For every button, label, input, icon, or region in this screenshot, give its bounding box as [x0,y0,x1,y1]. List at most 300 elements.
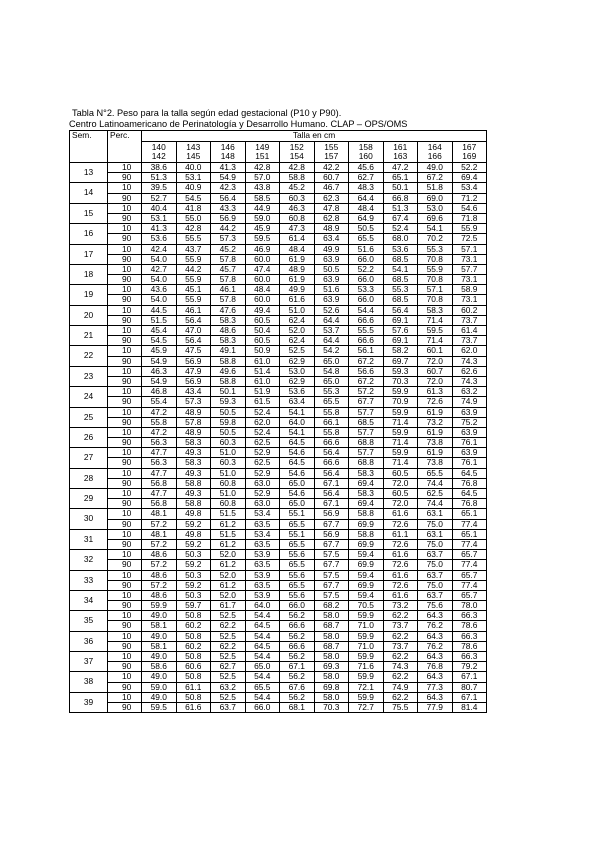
p10-value: 54.4 [254,671,271,682]
p10-value: 55.9 [426,264,443,274]
p10-value: 49.0 [426,162,443,172]
value-cell [349,672,384,692]
value-cell [452,570,487,590]
p10-value: 63.7 [426,590,443,600]
p10-value: 49.3 [185,468,202,478]
value-cell [176,692,211,712]
value-cell [211,590,246,610]
p90-value: 74.9 [384,682,418,692]
table-row [70,652,487,672]
p10-value: 52.5 [219,671,236,682]
p10-value: 44.5 [150,305,167,315]
perc-label: 10 [122,468,132,478]
p10-value: 46.3 [288,203,305,213]
value-cell [418,489,453,509]
value-cell [142,366,177,386]
p10-value: 49.0 [150,651,167,661]
value-cell [245,652,280,672]
value-cell [418,346,453,366]
value-cell [142,407,177,427]
perc-label: 90 [108,600,141,610]
value-cell [211,407,246,427]
value-cell [280,468,315,488]
p90-value: 76.1 [453,437,487,447]
p10-value: 59.9 [357,631,374,641]
p10-value: 48.6 [150,570,167,580]
p90-value: 70.8 [418,294,452,304]
value-cell [211,285,246,305]
value-cell [383,183,418,203]
value-cell [383,611,418,631]
value-cell [383,264,418,284]
p10-value: 57.1 [461,244,478,254]
p10-value: 50.1 [219,386,236,397]
p90-value: 66.1 [315,417,349,427]
p10-value: 50.3 [185,590,202,600]
p90-value: 57.2 [142,580,176,590]
p90-value: 68.7 [315,641,349,651]
p90-value: 56.3 [142,437,176,447]
p10-value: 63.9 [461,407,478,417]
p10-value: 63.1 [426,508,443,519]
p90-value: 56.9 [211,213,245,223]
p90-value: 74.3 [453,376,487,386]
value-cell [349,448,384,468]
table-row [70,468,487,488]
p10-value: 46.3 [150,366,167,376]
value-cell [349,570,384,590]
perc-label: 90 [108,682,141,692]
p90-value: 67.7 [315,580,349,590]
p90-value: 73.8 [418,437,452,447]
p90-value: 62.5 [246,457,280,467]
perc-cell [108,652,142,672]
p90-value: 75.2 [453,417,487,427]
value-cell [349,489,384,509]
p90-value: 70.5 [349,600,383,610]
table-row [70,163,487,183]
sem-cell: 24 [70,387,108,407]
perc-label: 10 [122,508,132,519]
value-cell [176,570,211,590]
talla-range-cell [452,142,487,163]
perc-label: 10 [122,182,132,193]
value-cell [383,529,418,549]
p10-value: 46.1 [219,284,236,295]
p10-value: 44.2 [185,264,202,274]
value-cell [349,183,384,203]
value-cell [176,489,211,509]
p90-value: 75.0 [418,580,452,590]
perc-label: 90 [108,437,141,447]
p90-value: 59.2 [177,519,211,529]
sem-cell: 35 [70,611,108,631]
p90-value: 77.4 [453,539,487,549]
p90-value: 65.5 [246,682,280,692]
perc-cell [108,692,142,712]
value-cell [280,387,315,407]
sem-cell: 14 [70,183,108,203]
p10-value: 62.5 [426,488,443,498]
p90-value: 63.9 [315,254,349,264]
p90-value: 59.9 [142,600,176,610]
value-cell [452,387,487,407]
p90-value: 55.8 [142,417,176,427]
p90-value: 73.1 [453,274,487,284]
p90-value: 75.0 [418,539,452,549]
table-row [70,203,487,223]
p10-value: 59.9 [392,386,409,397]
value-cell [349,203,384,223]
p10-value: 49.0 [150,631,167,641]
p90-value: 72.6 [384,580,418,590]
p90-value: 55.9 [177,274,211,284]
p90-value: 72.6 [384,559,418,569]
p10-value: 51.8 [426,182,443,193]
perc-label: 90 [108,478,141,488]
value-cell [176,407,211,427]
p90-value: 51.3 [142,172,176,182]
p10-value: 43.6 [150,284,167,295]
value-cell [418,611,453,631]
value-cell [314,448,349,468]
table-row [70,427,487,447]
table-title: Tabla N°2. Peso para la talla según edad gestacional (P10 y P90). [72,108,342,118]
value-cell [245,224,280,244]
p90-value: 79.2 [453,661,487,671]
p10-value: 47.7 [150,468,167,478]
table-row [70,489,487,509]
p10-value: 55.3 [392,284,409,295]
p10-value: 57.5 [323,549,340,560]
p10-value: 65.1 [461,508,478,519]
p90-value: 55.9 [177,254,211,264]
p10-value: 60.7 [426,366,443,376]
p90-value: 76.8 [453,498,487,508]
p90-value: 70.9 [384,396,418,406]
p90-value: 60.3 [280,193,314,203]
p10-value: 53.9 [254,570,271,580]
p10-value: 56.4 [323,488,340,498]
p10-value: 41.3 [219,162,236,172]
perc-label: 10 [122,203,132,213]
value-cell [211,570,246,590]
p10-value: 55.6 [288,570,305,580]
value-cell [280,407,315,427]
p10-value: 58.0 [323,631,340,641]
p10-value: 46.7 [323,182,340,193]
value-cell [245,631,280,651]
value-cell [383,366,418,386]
p10-value: 54.2 [323,345,340,356]
p10-value: 53.4 [254,508,271,519]
p90-value: 54.9 [211,172,245,182]
p90-value: 64.5 [280,437,314,447]
p10-value: 63.9 [461,447,478,458]
p90-value: 54.5 [177,193,211,203]
perc-label: 10 [122,366,132,376]
p10-value: 58.3 [357,468,374,478]
value-cell [245,550,280,570]
value-cell [349,224,384,244]
value-cell [314,611,349,631]
p10-value: 40.4 [150,203,167,213]
p90-value: 66.6 [349,335,383,345]
value-cell [418,550,453,570]
p90-value: 65.0 [246,661,280,671]
p90-value: 67.7 [349,396,383,406]
p10-value: 45.2 [288,182,305,193]
p10-value: 52.5 [219,651,236,661]
p90-value: 53.6 [142,233,176,243]
sem-cell: 31 [70,529,108,549]
p10-value: 59.9 [357,671,374,682]
p90-value: 64.4 [349,193,383,203]
perc-label: 10 [122,631,132,641]
p10-value: 47.2 [150,427,167,437]
p10-value: 54.4 [254,610,271,621]
p90-value: 62.7 [349,172,383,182]
value-cell [418,590,453,610]
p90-value: 74.3 [384,661,418,671]
p90-value: 73.2 [384,600,418,610]
perc-label: 90 [108,498,141,508]
value-cell [349,631,384,651]
value-cell [314,387,349,407]
p10-value: 67.1 [461,671,478,682]
value-cell [314,468,349,488]
p90-value: 63.2 [211,682,245,692]
table-row [70,346,487,366]
p10-value: 63.2 [461,386,478,397]
value-cell [452,692,487,712]
perc-label: 10 [122,529,132,539]
p90-value: 56.8 [142,498,176,508]
value-cell [142,224,177,244]
perc-cell [108,163,142,183]
p10-value: 48.1 [150,508,167,519]
p90-value: 64.4 [315,315,349,325]
p90-value: 71.8 [453,213,487,223]
p10-value: 50.8 [185,631,202,641]
p10-value: 55.1 [288,508,305,519]
p90-value: 77.9 [418,702,452,712]
p90-value: 69.3 [315,661,349,671]
value-cell [280,163,315,183]
p10-value: 47.7 [150,488,167,498]
p10-value: 59.4 [357,590,374,600]
p10-value: 61.6 [392,549,409,560]
p90-value: 69.4 [349,498,383,508]
table-row [70,224,487,244]
p90-value: 73.1 [453,294,487,304]
value-cell [314,550,349,570]
p90-value: 63.9 [315,274,349,284]
p90-value: 75.5 [384,702,418,712]
value-cell [452,489,487,509]
p90-value: 63.7 [211,702,245,712]
p90-value: 66.8 [384,193,418,203]
p10-value: 59.9 [392,407,409,417]
perc-cell [108,244,142,264]
p10-value: 46.1 [185,305,202,315]
p90-value: 64.4 [315,335,349,345]
p10-value: 50.3 [185,570,202,580]
value-cell [314,346,349,366]
p10-value: 54.6 [461,203,478,213]
p90-value: 57.8 [211,274,245,284]
p10-value: 41.8 [185,203,202,213]
value-cell [142,285,177,305]
p90-value: 78.0 [453,600,487,610]
p90-value: 57.8 [211,254,245,264]
p90-value: 71.4 [384,417,418,427]
p10-value: 45.4 [150,325,167,335]
perc-label: 10 [122,223,132,234]
p10-value: 56.9 [323,508,340,519]
p90-value: 61.9 [280,254,314,264]
p90-value: 72.5 [453,233,487,243]
perc-cell [108,570,142,590]
p90-value: 76.1 [453,457,487,467]
value-cell [142,326,177,346]
p10-value: 42.4 [150,244,167,254]
value-cell [418,427,453,447]
p10-value: 55.8 [323,427,340,437]
p10-value: 49.3 [185,447,202,458]
p10-value: 48.9 [288,264,305,274]
perc-label: 90 [108,396,141,406]
p10-value: 58.0 [323,692,340,702]
p10-value: 49.4 [254,305,271,315]
p90-value: 70.2 [418,233,452,243]
p90-value: 56.4 [177,315,211,325]
p90-value: 58.5 [246,193,280,203]
value-cell [142,652,177,672]
p90-value: 63.5 [246,519,280,529]
header-row [70,131,487,142]
p90-value: 66.0 [349,294,383,304]
perc-label: 10 [122,244,132,254]
p10-value: 55.5 [357,325,374,335]
p90-value: 69.1 [384,335,418,345]
p90-value: 61.0 [246,376,280,386]
p90-value: 69.8 [315,682,349,692]
value-cell [314,326,349,346]
p90-value: 62.9 [280,356,314,366]
p90-value: 67.7 [315,559,349,569]
p10-value: 62.2 [392,610,409,621]
value-cell [176,468,211,488]
value-cell [452,366,487,386]
p90-value: 66.0 [349,254,383,264]
sem-cell: 26 [70,427,108,447]
p90-value: 59.2 [177,559,211,569]
p90-value: 66.6 [280,641,314,651]
value-cell [383,672,418,692]
p90-value: 63.4 [315,233,349,243]
p90-value: 74.3 [453,356,487,366]
p10-value: 50.8 [185,651,202,661]
p10-value: 56.2 [288,631,305,641]
value-cell [383,692,418,712]
perc-cell [108,326,142,346]
p10-value: 52.0 [288,325,305,335]
p90-value: 63.5 [246,539,280,549]
p90-value: 68.5 [384,274,418,284]
p90-value: 60.8 [211,478,245,488]
p90-value: 72.0 [384,498,418,508]
p10-value: 59.9 [357,692,374,702]
value-cell [211,366,246,386]
value-cell [142,183,177,203]
value-cell [245,244,280,264]
p90-value: 70.3 [315,702,349,712]
p10-value: 60.2 [461,305,478,315]
perc-cell [108,203,142,223]
p90-value: 53.1 [142,213,176,223]
value-cell [314,224,349,244]
sem-cell: 29 [70,489,108,509]
talla-range-cell [314,142,349,163]
value-cell [280,427,315,447]
p90-value: 72.0 [384,478,418,488]
value-cell [452,407,487,427]
p10-value: 59.5 [426,325,443,335]
value-cell [176,244,211,264]
p10-value: 52.0 [219,590,236,600]
p90-value: 67.6 [280,682,314,692]
p10-value: 56.4 [323,468,340,478]
perc-label: 90 [108,254,141,264]
sem-cell: 21 [70,326,108,346]
p90-value: 67.2 [349,356,383,366]
p10-value: 49.3 [185,488,202,498]
p10-value: 51.0 [219,447,236,458]
value-cell [176,326,211,346]
value-cell [349,611,384,631]
value-cell [383,244,418,264]
value-cell [383,285,418,305]
perc-label: 10 [122,305,132,315]
p90-value: 69.6 [418,213,452,223]
p90-value: 61.2 [211,580,245,590]
table-subtitle: Centro Latinoamericano de Perinatología y Desarrollo Humano. CLAP – OPS/OMS [69,119,408,129]
p10-value: 59.3 [392,366,409,376]
p90-value: 58.8 [177,498,211,508]
sem-cell: 32 [70,550,108,570]
p90-value: 59.2 [177,539,211,549]
p10-value: 45.6 [357,162,374,172]
value-cell [383,489,418,509]
perc-cell [108,611,142,631]
p90-value: 66.6 [280,620,314,630]
perc-label: 10 [122,386,132,397]
p90-value: 53.1 [177,172,211,182]
value-cell [280,692,315,712]
perc-label: 90 [108,193,141,203]
p90-value: 65.5 [280,519,314,529]
p90-value: 63.0 [246,478,280,488]
value-cell [383,468,418,488]
perc-label: 10 [122,345,132,356]
perc-label: 10 [122,549,132,560]
p90-value: 81.4 [453,702,487,712]
p10-value: 62.2 [392,692,409,702]
p10-value: 52.4 [392,223,409,234]
range-low: 158 [358,141,373,152]
range-high: 169 [462,151,477,161]
